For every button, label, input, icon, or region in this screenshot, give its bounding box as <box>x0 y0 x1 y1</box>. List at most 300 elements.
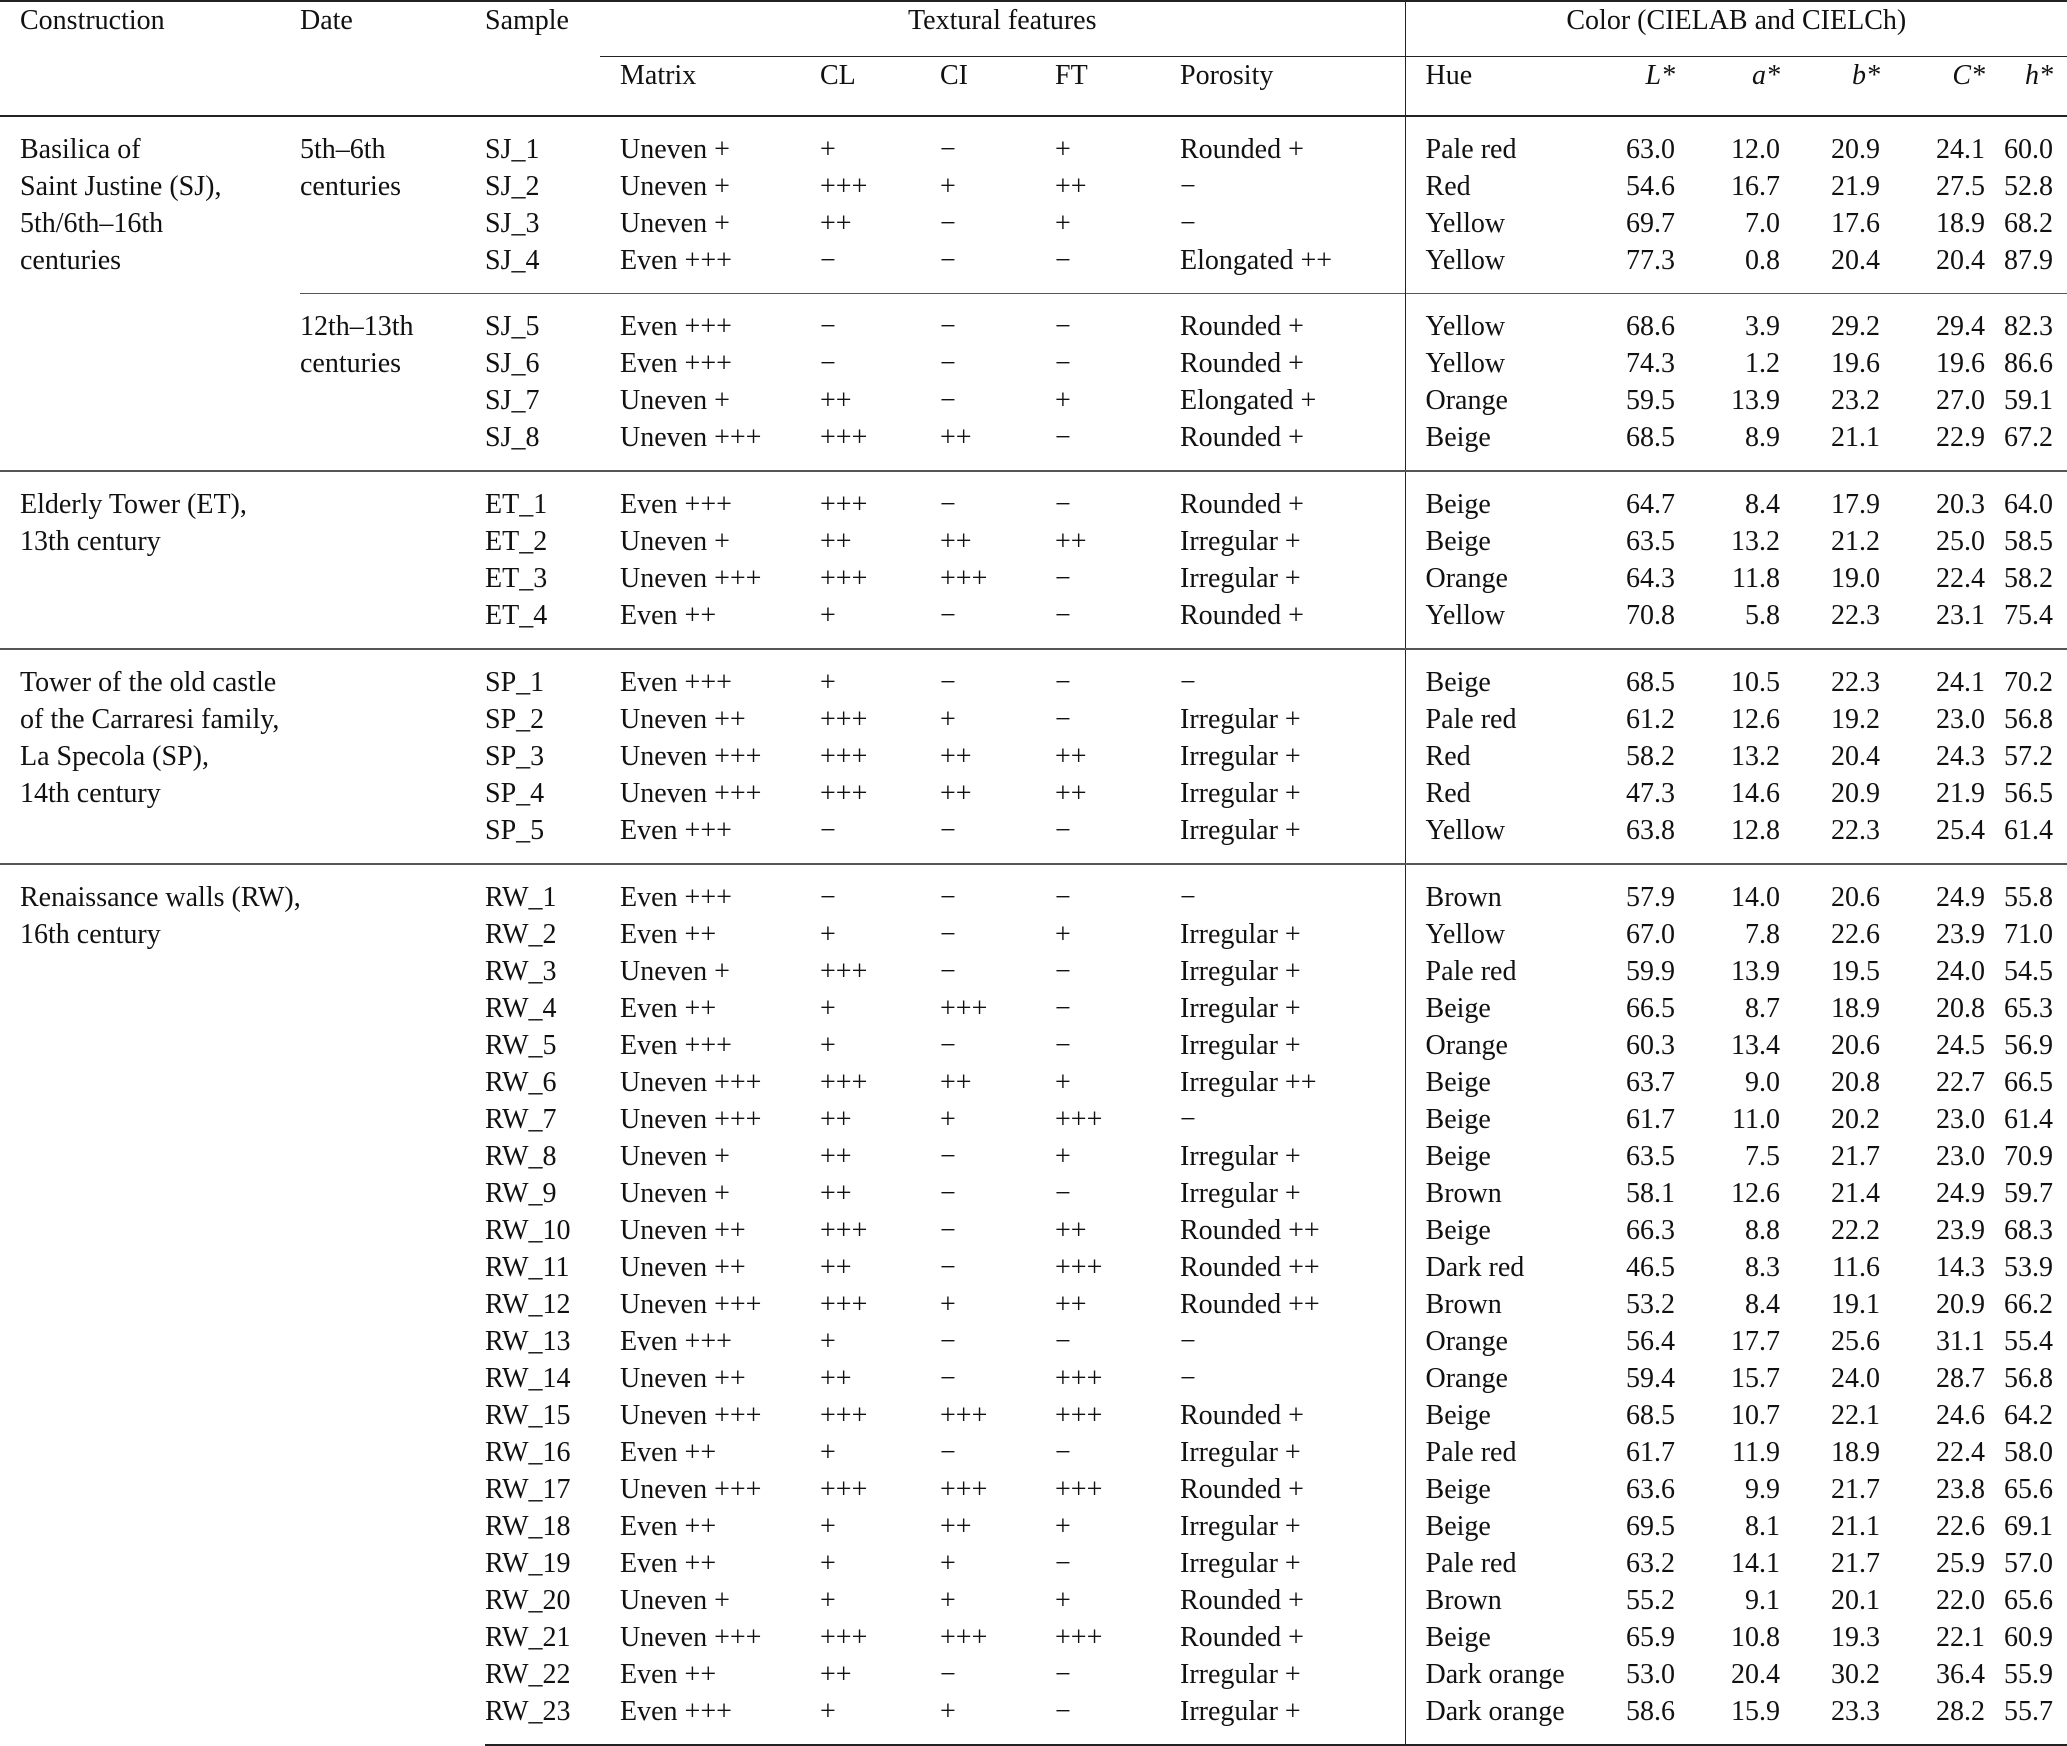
cell-h: 65.6 <box>2004 1474 2054 1505</box>
cell-porosity: Irregular + <box>1180 956 1301 987</box>
cell-h: 57.0 <box>2004 1548 2054 1579</box>
cell-a: 10.8 <box>1731 1622 1781 1653</box>
cell-a: 0.8 <box>1745 245 1781 276</box>
cell-a: 8.8 <box>1745 1215 1781 1246</box>
cell-a: 13.9 <box>1731 385 1781 416</box>
construction-cell <box>0 864 300 1745</box>
cell-h: 65.3 <box>2004 993 2054 1024</box>
cell-cl: +++ <box>820 704 868 735</box>
cell-ci: − <box>940 919 956 950</box>
cell-a: 20.4 <box>1731 1659 1781 1690</box>
cell-h: 86.6 <box>2004 348 2054 379</box>
cell-ft: + <box>1055 919 1071 950</box>
header-C: C* <box>1880 57 1985 117</box>
cell-hue: Beige <box>1405 990 1580 1027</box>
cell-ci: ++ <box>940 1511 972 1542</box>
cell-h: 55.8 <box>1985 864 2067 916</box>
cell-ci: − <box>940 600 956 631</box>
cell-sample: RW_17 <box>485 1474 571 1505</box>
cell-ft: − <box>1055 245 1071 276</box>
cell-cl: − <box>820 815 836 846</box>
cell-L: 68.5 <box>1626 422 1676 453</box>
cell-L: 74.3 <box>1626 348 1676 379</box>
header-sample: Sample <box>485 1 600 57</box>
cell-ft: +++ <box>1055 1363 1103 1394</box>
cell-h: 60.0 <box>2004 134 2054 165</box>
cell-sample: SJ_4 <box>485 245 540 276</box>
date-cell <box>300 864 485 1745</box>
cell-matrix: Even ++ <box>620 1548 717 1579</box>
cell-porosity: Rounded + <box>1180 1400 1304 1431</box>
cell-ci: +++ <box>940 993 988 1024</box>
cell-a: 5.8 <box>1745 600 1781 631</box>
cell-cl: +++ <box>820 1067 868 1098</box>
cell-h: 56.5 <box>2004 778 2054 809</box>
cell-C: 22.7 <box>1936 1067 1986 1098</box>
cell-ci: − <box>940 956 956 987</box>
cell-ci: − <box>940 1178 956 1209</box>
cell-b: 21.4 <box>1831 1178 1881 1209</box>
cell-porosity: Irregular + <box>1180 919 1301 950</box>
cell-matrix: Uneven +++ <box>620 1289 762 1320</box>
cell-a: 10.7 <box>1731 1400 1781 1431</box>
cell-a: 14.6 <box>1731 778 1781 809</box>
cell-cl: + <box>820 1326 836 1357</box>
cell-hue: Brown <box>1405 864 1580 916</box>
cell-cl: +++ <box>820 422 868 453</box>
cell-C: 24.0 <box>1936 956 1986 987</box>
cell-hue: Yellow <box>1405 294 1580 346</box>
header-date: Date <box>300 1 485 57</box>
cell-ft: − <box>1055 956 1071 987</box>
cell-a: 10.5 <box>1675 649 1780 701</box>
cell-C: 20.4 <box>1936 245 1986 276</box>
cell-ci: − <box>940 1030 956 1061</box>
cell-b: 25.6 <box>1831 1326 1881 1357</box>
cell-sample: SJ_1 <box>485 134 540 165</box>
cell-h: 64.0 <box>1985 471 2067 523</box>
cell-C: 27.5 <box>1936 171 1986 202</box>
cell-b: 20.6 <box>1831 1030 1881 1061</box>
cell-matrix: Even ++ <box>620 919 717 950</box>
cell-sample: RW_7 <box>485 1104 557 1135</box>
cell-porosity: Irregular + <box>1180 1659 1301 1690</box>
cell-L: 70.8 <box>1626 600 1676 631</box>
cell-ft: − <box>1055 1326 1071 1357</box>
cell-a: 8.4 <box>1745 1289 1781 1320</box>
construction-line: 16th century <box>20 919 161 950</box>
cell-matrix: Uneven + <box>620 134 730 165</box>
cell-h: 54.5 <box>2004 956 2054 987</box>
cell-b: 19.2 <box>1831 704 1881 735</box>
cell-porosity: Rounded + <box>1180 422 1304 453</box>
cell-ci: − <box>940 649 1055 701</box>
cell-matrix: Uneven + <box>620 171 730 202</box>
cell-ci: − <box>940 1437 956 1468</box>
cell-h: 55.7 <box>1985 1693 2067 1745</box>
cell-ft: ++ <box>1055 526 1087 557</box>
cell-hue: Red <box>1405 775 1580 812</box>
cell-h: 59.1 <box>2004 385 2054 416</box>
cell-sample: RW_12 <box>485 1289 571 1320</box>
cell-porosity: Irregular + <box>1180 815 1301 846</box>
cell-a: 9.9 <box>1745 1474 1781 1505</box>
cell-matrix: Uneven + <box>620 956 730 987</box>
cell-porosity: Rounded + <box>1180 600 1304 631</box>
cell-cl: ++ <box>820 1659 852 1690</box>
header-porosity: Porosity <box>1180 57 1405 117</box>
cell-C: 22.0 <box>1936 1585 1986 1616</box>
cell-cl: +++ <box>820 171 868 202</box>
cell-b: 11.6 <box>1832 1252 1881 1283</box>
cell-C: 22.4 <box>1936 1437 1986 1468</box>
cell-cl: + <box>820 1548 836 1579</box>
cell-ft: ++ <box>1055 1215 1087 1246</box>
construction-line: centuries <box>20 245 122 276</box>
cell-C: 22.1 <box>1936 1622 1986 1653</box>
cell-h: 58.0 <box>2004 1437 2054 1468</box>
date-cell <box>300 294 485 472</box>
cell-cl: +++ <box>820 1474 868 1505</box>
cell-L: 77.3 <box>1626 245 1676 276</box>
construction-cell <box>0 116 300 471</box>
cell-b: 19.1 <box>1831 1289 1881 1320</box>
cell-hue: Beige <box>1405 471 1580 523</box>
cell-h: 58.5 <box>2004 526 2054 557</box>
cell-C: 27.0 <box>1936 385 1986 416</box>
cell-hue: Dark red <box>1405 1249 1580 1286</box>
cell-C: 20.9 <box>1936 1289 1986 1320</box>
cell-a: 8.3 <box>1745 1252 1781 1283</box>
construction-line: of the Carraresi family, <box>20 704 280 735</box>
cell-hue: Beige <box>1405 649 1580 701</box>
cell-h: 56.8 <box>2004 1363 2054 1394</box>
cell-sample: RW_20 <box>485 1585 571 1616</box>
cell-C: 20.8 <box>1936 993 1986 1024</box>
cell-h: 57.2 <box>2004 741 2054 772</box>
cell-a: 9.1 <box>1745 1585 1781 1616</box>
cell-C: 21.9 <box>1936 778 1986 809</box>
cell-cl: ++ <box>820 1363 852 1394</box>
cell-sample: RW_21 <box>485 1622 571 1653</box>
cell-cl: + <box>820 134 836 165</box>
cell-ci: − <box>940 1141 956 1172</box>
cell-hue: Yellow <box>1405 205 1580 242</box>
date-cell <box>300 116 485 294</box>
cell-matrix: Even ++ <box>620 993 717 1024</box>
cell-b: 19.6 <box>1831 348 1881 379</box>
cell-hue: Yellow <box>1405 242 1580 294</box>
cell-hue: Beige <box>1405 419 1580 471</box>
cell-hue: Pale red <box>1405 116 1580 168</box>
cell-porosity: Rounded + <box>1180 134 1304 165</box>
cell-ci: + <box>940 1585 956 1616</box>
cell-sample: SJ_7 <box>485 385 540 416</box>
cell-matrix: Even ++ <box>620 600 717 631</box>
cell-ft: − <box>1055 864 1180 916</box>
cell-b: 21.2 <box>1831 526 1881 557</box>
cell-cl: +++ <box>820 1215 868 1246</box>
cell-matrix: Even +++ <box>620 1030 732 1061</box>
cell-L: 61.2 <box>1626 704 1676 735</box>
cell-ci: − <box>940 815 956 846</box>
cell-L: 63.5 <box>1626 1141 1676 1172</box>
cell-porosity: − <box>1180 649 1405 701</box>
cell-a: 11.0 <box>1732 1104 1781 1135</box>
cell-C: 24.1 <box>1936 134 1986 165</box>
cell-C: 31.1 <box>1936 1326 1986 1357</box>
cell-C: 25.0 <box>1936 526 1986 557</box>
cell-h: 55.4 <box>2004 1326 2054 1357</box>
cell-porosity: Irregular + <box>1180 704 1301 735</box>
cell-C: 23.8 <box>1936 1474 1986 1505</box>
cell-ft: − <box>1055 294 1180 346</box>
cell-ft: − <box>1055 471 1180 523</box>
cell-ci: +++ <box>940 1400 988 1431</box>
cell-sample: SP_3 <box>485 741 545 772</box>
cell-sample: SJ_3 <box>485 208 540 239</box>
cell-a: 7.5 <box>1745 1141 1781 1172</box>
cell-L: 63.5 <box>1626 526 1676 557</box>
cell-a: 14.1 <box>1731 1548 1781 1579</box>
header-construction: Construction <box>0 1 300 57</box>
cell-hue: Beige <box>1405 1212 1580 1249</box>
cell-ft: +++ <box>1055 1104 1103 1135</box>
cell-ci: − <box>940 1363 956 1394</box>
cell-sample: RW_23 <box>485 1693 600 1745</box>
date-line: 5th–6th <box>300 134 386 165</box>
cell-porosity: Elongated + <box>1180 385 1317 416</box>
cell-C: 14.3 <box>1936 1252 1986 1283</box>
table-row <box>0 471 2067 523</box>
cell-matrix: Even +++ <box>600 864 820 916</box>
cell-ft: ++ <box>1055 171 1087 202</box>
header-h: h* <box>1985 57 2067 117</box>
cell-a: 11.8 <box>1732 563 1781 594</box>
date-cell <box>300 471 485 649</box>
cell-cl: +++ <box>820 956 868 987</box>
cell-L: 61.7 <box>1626 1104 1676 1135</box>
cell-hue: Pale red <box>1405 1545 1580 1582</box>
cell-ci: + <box>940 171 956 202</box>
cell-ft: − <box>1055 1178 1071 1209</box>
cell-a: 12.6 <box>1731 704 1781 735</box>
cell-ft: − <box>1055 815 1071 846</box>
cell-h: 75.4 <box>2004 600 2054 631</box>
cell-hue: Pale red <box>1405 953 1580 990</box>
cell-h: 70.9 <box>2004 1141 2054 1172</box>
cell-sample: ET_4 <box>485 600 548 631</box>
cell-ft: + <box>1055 385 1071 416</box>
date-line: 12th–13th <box>300 311 414 342</box>
cell-h: 66.5 <box>2004 1067 2054 1098</box>
cell-a: 11.9 <box>1732 1437 1781 1468</box>
cell-b: 21.1 <box>1831 422 1881 453</box>
cell-C: 22.4 <box>1936 563 1986 594</box>
cell-sample: ET_3 <box>485 563 548 594</box>
table-row <box>0 294 2067 346</box>
cell-ft: − <box>1055 1030 1071 1061</box>
cell-C: 19.6 <box>1936 348 1986 379</box>
cell-L: 66.3 <box>1626 1215 1676 1246</box>
cell-porosity: Rounded + <box>1180 348 1304 379</box>
cell-hue: Yellow <box>1405 916 1580 953</box>
cell-cl: +++ <box>820 471 940 523</box>
cell-porosity: Irregular + <box>1180 1437 1301 1468</box>
cell-L: 64.7 <box>1580 471 1675 523</box>
cell-porosity: Irregular + <box>1180 1178 1301 1209</box>
construction-line: 13th century <box>20 526 161 557</box>
cell-ft: + <box>1055 1585 1071 1616</box>
cell-C: 24.1 <box>1880 649 1985 701</box>
cell-a: 15.7 <box>1731 1363 1781 1394</box>
cell-hue: Pale red <box>1405 701 1580 738</box>
cell-L: 55.2 <box>1626 1585 1676 1616</box>
cell-sample: RW_4 <box>485 993 557 1024</box>
cell-cl: ++ <box>820 385 852 416</box>
cell-porosity: Irregular + <box>1180 1548 1301 1579</box>
cell-hue: Beige <box>1405 1064 1580 1101</box>
cell-L: 57.9 <box>1580 864 1675 916</box>
cell-b: 29.2 <box>1780 294 1880 346</box>
cell-matrix: Uneven +++ <box>620 1622 762 1653</box>
cell-b: 22.2 <box>1831 1215 1881 1246</box>
cell-matrix: Uneven + <box>620 208 730 239</box>
cell-hue: Dark orange <box>1405 1656 1580 1693</box>
cell-ft: + <box>1055 1511 1071 1542</box>
cell-cl: + <box>820 993 836 1024</box>
cell-cl: + <box>820 1437 836 1468</box>
date-line: centuries <box>300 348 402 379</box>
cell-L: 66.5 <box>1626 993 1676 1024</box>
construction-line: Saint Justine (SJ), <box>20 171 222 202</box>
cell-cl: + <box>820 600 836 631</box>
cell-ci: ++ <box>940 1067 972 1098</box>
cell-ci: +++ <box>940 1622 988 1653</box>
cell-b: 20.6 <box>1780 864 1880 916</box>
cell-hue: Beige <box>1405 1138 1580 1175</box>
cell-C: 22.6 <box>1936 1511 1986 1542</box>
cell-L: 61.7 <box>1626 1437 1676 1468</box>
cell-h: 67.2 <box>2004 422 2054 453</box>
cell-porosity: − <box>1180 1104 1196 1135</box>
cell-porosity: Rounded + <box>1180 294 1405 346</box>
cell-C: 24.9 <box>1880 864 1985 916</box>
cell-sample: RW_8 <box>485 1141 557 1172</box>
cell-b: 19.0 <box>1831 563 1881 594</box>
cell-sample: RW_19 <box>485 1548 571 1579</box>
cell-porosity: Irregular + <box>1180 1141 1301 1172</box>
cell-ci: − <box>940 864 1055 916</box>
cell-matrix: Uneven +++ <box>620 1104 762 1135</box>
cell-porosity: Irregular + <box>1180 563 1301 594</box>
cell-L: 58.6 <box>1580 1693 1675 1745</box>
cell-L: 69.7 <box>1626 208 1676 239</box>
cell-b: 21.1 <box>1831 1511 1881 1542</box>
cell-hue: Beige <box>1405 1101 1580 1138</box>
cell-ci: + <box>940 704 956 735</box>
cell-ft: ++ <box>1055 778 1087 809</box>
cell-h: 52.8 <box>2004 171 2054 202</box>
cell-sample: RW_18 <box>485 1511 571 1542</box>
cell-cl: − <box>820 294 940 346</box>
cell-ft: − <box>1055 1659 1071 1690</box>
cell-ft: − <box>1055 1693 1180 1745</box>
construction-cell <box>0 471 300 649</box>
cell-a: 7.8 <box>1745 919 1781 950</box>
cell-b: 19.3 <box>1831 1622 1881 1653</box>
cell-ci: ++ <box>940 422 972 453</box>
cell-ci: + <box>940 1548 956 1579</box>
cell-ci: − <box>940 245 956 276</box>
cell-b: 21.7 <box>1831 1474 1881 1505</box>
cell-cl: ++ <box>820 1141 852 1172</box>
header-matrix: Matrix <box>600 57 820 117</box>
cell-b: 22.6 <box>1831 919 1881 950</box>
cell-matrix: Uneven + <box>620 526 730 557</box>
construction-line: 5th/6th–16th <box>20 208 164 239</box>
cell-sample: RW_16 <box>485 1437 571 1468</box>
cell-h: 58.2 <box>2004 563 2054 594</box>
cell-ft: − <box>1055 348 1071 379</box>
cell-hue: Dark orange <box>1405 1693 1580 1745</box>
cell-porosity: Irregular + <box>1180 778 1301 809</box>
cell-cl: + <box>820 649 940 701</box>
cell-b: 20.2 <box>1831 1104 1881 1135</box>
cell-h: 87.9 <box>2004 245 2054 276</box>
cell-cl: ++ <box>820 526 852 557</box>
cell-ci: − <box>940 1252 956 1283</box>
cell-ft: +++ <box>1055 1622 1103 1653</box>
cell-hue: Brown <box>1405 1175 1580 1212</box>
cell-sample: RW_13 <box>485 1326 571 1357</box>
cell-L: 60.3 <box>1626 1030 1676 1061</box>
cell-ci: − <box>940 1326 956 1357</box>
cell-C: 24.9 <box>1936 1178 1986 1209</box>
cell-C: 23.1 <box>1936 600 1986 631</box>
cell-cl: + <box>820 919 836 950</box>
cell-hue: Beige <box>1405 1471 1580 1508</box>
cell-hue: Red <box>1405 738 1580 775</box>
cell-h: 60.9 <box>2004 1622 2054 1653</box>
cell-ft: + <box>1055 208 1071 239</box>
cell-b: 23.3 <box>1780 1693 1880 1745</box>
cell-a: 13.2 <box>1731 526 1781 557</box>
cell-L: 63.2 <box>1626 1548 1676 1579</box>
cell-L: 58.2 <box>1626 741 1676 772</box>
cell-b: 21.9 <box>1831 171 1881 202</box>
cell-ci: ++ <box>940 526 972 557</box>
cell-ft: ++ <box>1055 1289 1087 1320</box>
header-row-1 <box>0 1 2067 57</box>
cell-h: 66.2 <box>2004 1289 2054 1320</box>
cell-hue: Brown <box>1405 1582 1580 1619</box>
header-textural-features: Textural features <box>600 1 1405 57</box>
cell-matrix: Uneven ++ <box>620 1215 746 1246</box>
cell-C: 23.0 <box>1936 1141 1986 1172</box>
cell-ft: + <box>1055 134 1071 165</box>
cell-hue: Red <box>1405 168 1580 205</box>
cell-matrix: Uneven + <box>620 385 730 416</box>
cell-sample: SP_2 <box>485 704 545 735</box>
cell-a: 9.0 <box>1745 1067 1781 1098</box>
cell-cl: ++ <box>820 208 852 239</box>
cell-hue: Orange <box>1405 382 1580 419</box>
cell-h: 61.4 <box>2004 1104 2054 1135</box>
cell-matrix: Uneven + <box>620 1141 730 1172</box>
cell-cl: − <box>820 348 836 379</box>
header-hue: Hue <box>1405 57 1580 117</box>
